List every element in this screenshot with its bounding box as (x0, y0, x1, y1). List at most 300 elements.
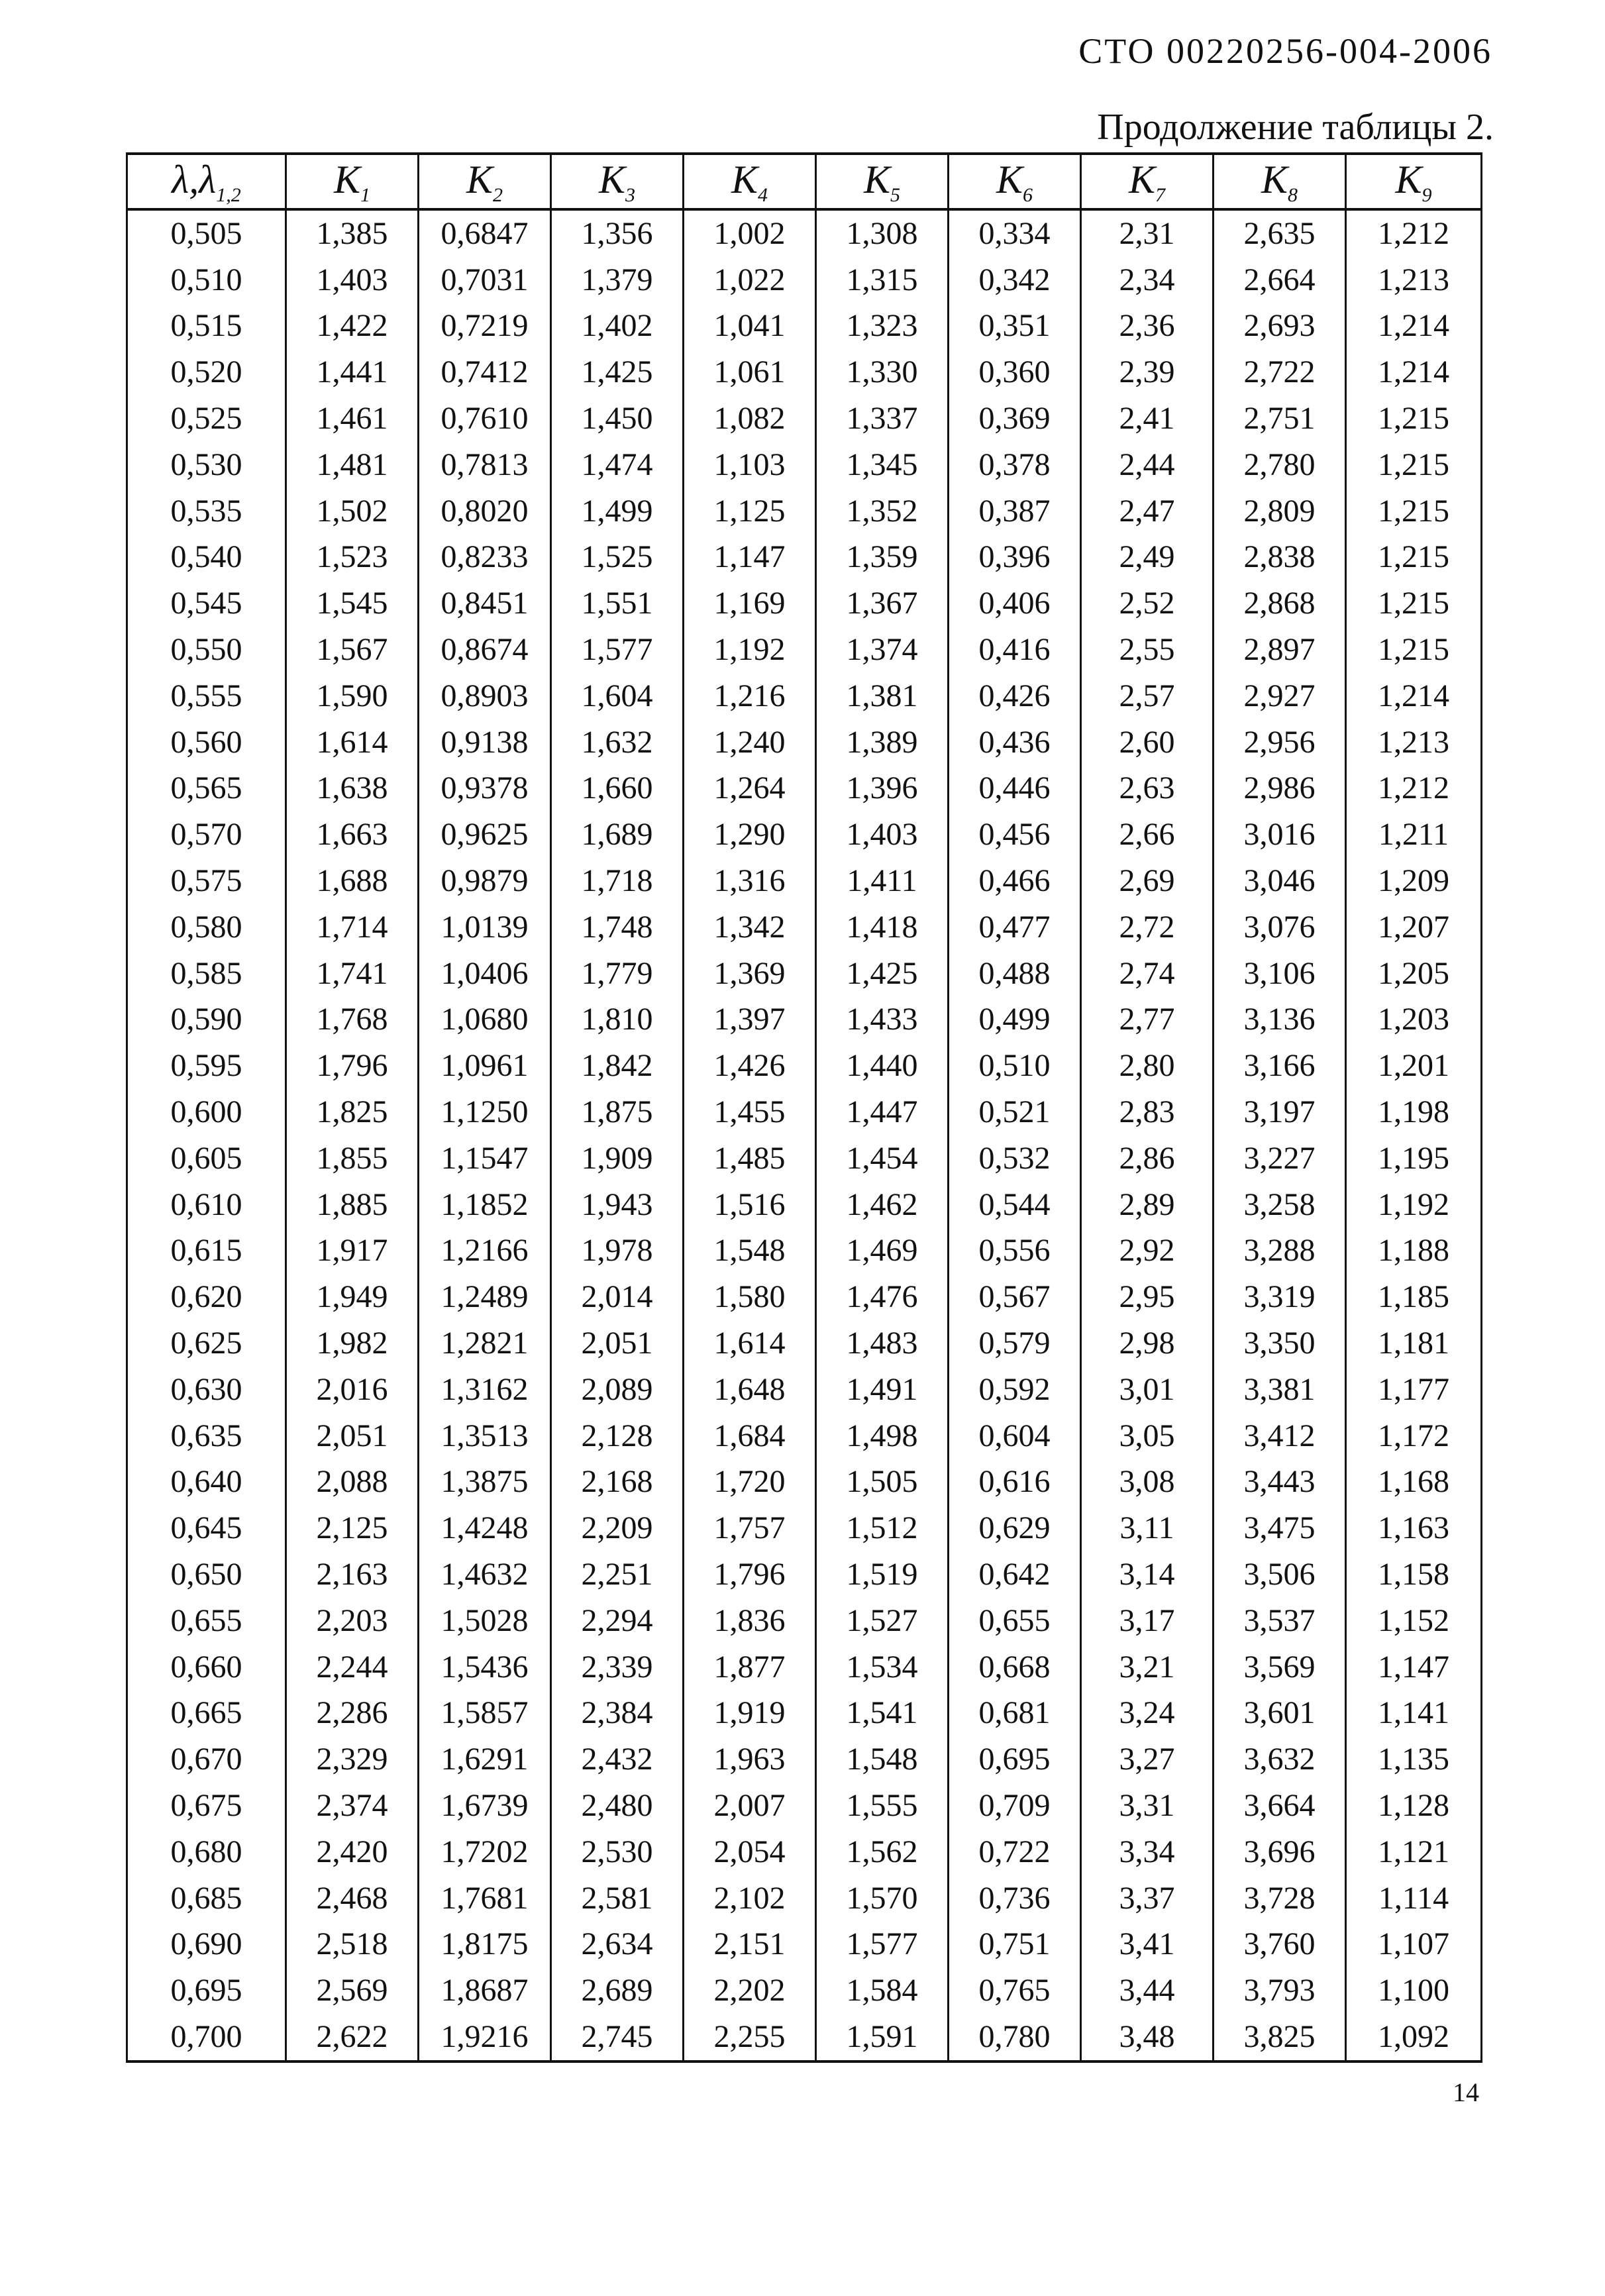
k6-cell: 0,629 (949, 1505, 1081, 1551)
k4-cell: 1,614 (684, 1320, 816, 1367)
k3-cell: 2,089 (551, 1367, 684, 1413)
k9-cell: 1,192 (1346, 1182, 1482, 1228)
k2-cell: 1,5028 (419, 1598, 551, 1644)
k8-cell: 3,016 (1214, 811, 1346, 858)
lambda-cell: 0,605 (127, 1135, 286, 1182)
k4-cell: 1,342 (684, 904, 816, 951)
k7-cell: 2,92 (1081, 1228, 1214, 1275)
table-row (127, 858, 1482, 904)
k8-cell: 3,227 (1214, 1135, 1346, 1182)
k5-cell: 1,359 (816, 535, 949, 581)
lambda-cell: 0,700 (127, 2014, 286, 2061)
k4-cell: 1,216 (684, 673, 816, 719)
lambda-cell: 0,665 (127, 1691, 286, 1737)
k5-cell: 1,512 (816, 1505, 949, 1551)
k2-cell: 1,0961 (419, 1043, 551, 1089)
k4-cell: 2,054 (684, 1829, 816, 1875)
lambda-cell: 0,630 (127, 1367, 286, 1413)
k6-cell: 0,446 (949, 766, 1081, 812)
k6-cell: 0,351 (949, 303, 1081, 350)
column-header-k4: $K_4$ (684, 154, 816, 209)
k2-cell: 1,7202 (419, 1829, 551, 1875)
table-row (127, 580, 1482, 627)
k3-cell: 2,209 (551, 1505, 684, 1551)
k1-cell: 1,614 (286, 719, 419, 766)
table-caption: Продолжение таблицы 2. (1097, 107, 1494, 148)
k2-cell: 0,8674 (419, 627, 551, 673)
lambda-cell: 0,540 (127, 535, 286, 581)
k6-cell: 0,499 (949, 997, 1081, 1043)
k4-cell: 1,041 (684, 303, 816, 350)
k4-cell: 1,397 (684, 997, 816, 1043)
k8-cell: 3,319 (1214, 1274, 1346, 1320)
k1-cell: 1,949 (286, 1274, 419, 1320)
k7-cell: 2,63 (1081, 766, 1214, 812)
k4-cell: 2,255 (684, 2014, 816, 2061)
k4-cell: 1,125 (684, 488, 816, 535)
k3-cell: 1,689 (551, 811, 684, 858)
k3-cell: 2,128 (551, 1413, 684, 1459)
k1-cell: 1,885 (286, 1182, 419, 1228)
k1-cell: 2,203 (286, 1598, 419, 1644)
k3-cell: 1,810 (551, 997, 684, 1043)
k6-cell: 0,406 (949, 580, 1081, 627)
k1-cell: 2,088 (286, 1459, 419, 1506)
lambda-cell: 0,590 (127, 997, 286, 1043)
k8-cell: 3,197 (1214, 1089, 1346, 1135)
k3-cell: 2,339 (551, 1644, 684, 1691)
table-row (127, 1691, 1482, 1737)
k3-cell: 1,577 (551, 627, 684, 673)
k2-cell: 0,7031 (419, 257, 551, 303)
k1-cell: 1,741 (286, 951, 419, 997)
k1-cell: 1,545 (286, 580, 419, 627)
k9-cell: 1,198 (1346, 1089, 1482, 1135)
k8-cell: 3,601 (1214, 1691, 1346, 1737)
table-row (127, 1043, 1482, 1089)
k2-cell: 0,6847 (419, 209, 551, 257)
k5-cell: 1,534 (816, 1644, 949, 1691)
k7-cell: 3,24 (1081, 1691, 1214, 1737)
k1-cell: 1,461 (286, 395, 419, 442)
k2-cell: 1,5436 (419, 1644, 551, 1691)
k6-cell: 0,604 (949, 1413, 1081, 1459)
k8-cell: 2,838 (1214, 535, 1346, 581)
lambda-cell: 0,585 (127, 951, 286, 997)
k1-cell: 1,638 (286, 766, 419, 812)
k6-cell: 0,532 (949, 1135, 1081, 1182)
k7-cell: 3,11 (1081, 1505, 1214, 1551)
k6-cell: 0,556 (949, 1228, 1081, 1275)
k9-cell: 1,209 (1346, 858, 1482, 904)
k2-cell: 1,0139 (419, 904, 551, 951)
k2-cell: 1,1250 (419, 1089, 551, 1135)
k7-cell: 2,86 (1081, 1135, 1214, 1182)
k4-cell: 1,548 (684, 1228, 816, 1275)
k9-cell: 1,215 (1346, 395, 1482, 442)
k9-cell: 1,141 (1346, 1691, 1482, 1737)
k5-cell: 1,584 (816, 1967, 949, 2014)
k4-cell: 1,485 (684, 1135, 816, 1182)
table-row (127, 1182, 1482, 1228)
k2-cell: 0,9879 (419, 858, 551, 904)
k8-cell: 3,381 (1214, 1367, 1346, 1413)
k4-cell: 1,877 (684, 1644, 816, 1691)
k5-cell: 1,345 (816, 442, 949, 488)
k1-cell: 2,622 (286, 2014, 419, 2061)
k7-cell: 3,34 (1081, 1829, 1214, 1875)
k1-cell: 1,385 (286, 209, 419, 257)
k3-cell: 1,875 (551, 1089, 684, 1135)
lambda-cell: 0,570 (127, 811, 286, 858)
table-row (127, 1320, 1482, 1367)
k3-cell: 1,551 (551, 580, 684, 627)
k6-cell: 0,387 (949, 488, 1081, 535)
k2-cell: 0,8233 (419, 535, 551, 581)
k8-cell: 3,350 (1214, 1320, 1346, 1367)
k3-cell: 2,581 (551, 1875, 684, 1922)
k1-cell: 1,855 (286, 1135, 419, 1182)
lambda-cell: 0,595 (127, 1043, 286, 1089)
k3-cell: 1,356 (551, 209, 684, 257)
k2-cell: 1,7681 (419, 1875, 551, 1922)
k7-cell: 3,37 (1081, 1875, 1214, 1922)
lambda-cell: 0,525 (127, 395, 286, 442)
k5-cell: 1,315 (816, 257, 949, 303)
lambda-cell: 0,690 (127, 1921, 286, 1967)
k2-cell: 0,8903 (419, 673, 551, 719)
k2-cell: 1,2821 (419, 1320, 551, 1367)
k9-cell: 1,158 (1346, 1551, 1482, 1598)
k1-cell: 2,163 (286, 1551, 419, 1598)
k8-cell: 2,927 (1214, 673, 1346, 719)
lambda-cell: 0,650 (127, 1551, 286, 1598)
k2-cell: 0,7219 (419, 303, 551, 350)
k3-cell: 2,432 (551, 1736, 684, 1783)
k9-cell: 1,121 (1346, 1829, 1482, 1875)
k5-cell: 1,591 (816, 2014, 949, 2061)
table-row (127, 488, 1482, 535)
k4-cell: 1,516 (684, 1182, 816, 1228)
k7-cell: 2,41 (1081, 395, 1214, 442)
k8-cell: 2,986 (1214, 766, 1346, 812)
k2-cell: 1,6739 (419, 1783, 551, 1829)
k2-cell: 0,7610 (419, 395, 551, 442)
lambda-cell: 0,520 (127, 349, 286, 395)
column-header-k3: $K_3$ (551, 154, 684, 209)
k1-cell: 1,403 (286, 257, 419, 303)
k4-cell: 1,082 (684, 395, 816, 442)
k2-cell: 1,3513 (419, 1413, 551, 1459)
k7-cell: 2,83 (1081, 1089, 1214, 1135)
k8-cell: 3,793 (1214, 1967, 1346, 2014)
k1-cell: 1,422 (286, 303, 419, 350)
k2-cell: 1,0406 (419, 951, 551, 997)
k7-cell: 2,60 (1081, 719, 1214, 766)
k2-cell: 1,2489 (419, 1274, 551, 1320)
k4-cell: 1,455 (684, 1089, 816, 1135)
table-row (127, 1921, 1482, 1967)
k9-cell: 1,215 (1346, 627, 1482, 673)
k9-cell: 1,205 (1346, 951, 1482, 997)
k8-cell: 3,412 (1214, 1413, 1346, 1459)
k7-cell: 2,66 (1081, 811, 1214, 858)
k4-cell: 1,264 (684, 766, 816, 812)
k8-cell: 2,722 (1214, 349, 1346, 395)
k7-cell: 2,80 (1081, 1043, 1214, 1089)
k6-cell: 0,780 (949, 2014, 1081, 2061)
k4-cell: 1,022 (684, 257, 816, 303)
k2-cell: 1,9216 (419, 2014, 551, 2061)
document-code: СТО 00220256-004-2006 (1078, 31, 1492, 71)
k5-cell: 1,476 (816, 1274, 949, 1320)
table-row (127, 349, 1482, 395)
column-header-k9: $K_9$ (1346, 154, 1482, 209)
k5-cell: 1,374 (816, 627, 949, 673)
table-row (127, 1459, 1482, 1506)
k4-cell: 2,202 (684, 1967, 816, 2014)
k3-cell: 1,525 (551, 535, 684, 581)
k5-cell: 1,527 (816, 1598, 949, 1644)
lambda-cell: 0,615 (127, 1228, 286, 1275)
k3-cell: 1,909 (551, 1135, 684, 1182)
k6-cell: 0,579 (949, 1320, 1081, 1367)
k4-cell: 1,240 (684, 719, 816, 766)
k7-cell: 3,14 (1081, 1551, 1214, 1598)
k5-cell: 1,548 (816, 1736, 949, 1783)
k2-cell: 1,0680 (419, 997, 551, 1043)
table-row (127, 1089, 1482, 1135)
k6-cell: 0,456 (949, 811, 1081, 858)
k1-cell: 2,016 (286, 1367, 419, 1413)
k9-cell: 1,214 (1346, 349, 1482, 395)
table-row (127, 673, 1482, 719)
k7-cell: 3,27 (1081, 1736, 1214, 1783)
table-row (127, 1736, 1482, 1783)
lambda-cell: 0,670 (127, 1736, 286, 1783)
k8-cell: 2,780 (1214, 442, 1346, 488)
k8-cell: 2,635 (1214, 209, 1346, 257)
k5-cell: 1,505 (816, 1459, 949, 1506)
table-row (127, 904, 1482, 951)
k9-cell: 1,172 (1346, 1413, 1482, 1459)
k5-cell: 1,425 (816, 951, 949, 997)
k6-cell: 0,436 (949, 719, 1081, 766)
k3-cell: 2,294 (551, 1598, 684, 1644)
k6-cell: 0,765 (949, 1967, 1081, 2014)
lambda-cell: 0,600 (127, 1089, 286, 1135)
k9-cell: 1,092 (1346, 2014, 1482, 2061)
k2-cell: 1,4248 (419, 1505, 551, 1551)
table-row (127, 2014, 1482, 2061)
table-row (127, 257, 1482, 303)
lambda-cell: 0,575 (127, 858, 286, 904)
table-row (127, 1783, 1482, 1829)
k5-cell: 1,469 (816, 1228, 949, 1275)
k5-cell: 1,440 (816, 1043, 949, 1089)
k9-cell: 1,211 (1346, 811, 1482, 858)
k4-cell: 1,963 (684, 1736, 816, 1783)
k4-cell: 1,757 (684, 1505, 816, 1551)
k8-cell: 2,664 (1214, 257, 1346, 303)
k9-cell: 1,188 (1346, 1228, 1482, 1275)
k5-cell: 1,462 (816, 1182, 949, 1228)
k3-cell: 2,634 (551, 1921, 684, 1967)
k7-cell: 2,69 (1081, 858, 1214, 904)
k3-cell: 2,745 (551, 2014, 684, 2061)
k7-cell: 2,57 (1081, 673, 1214, 719)
k5-cell: 1,323 (816, 303, 949, 350)
k8-cell: 2,809 (1214, 488, 1346, 535)
k7-cell: 2,89 (1081, 1182, 1214, 1228)
k7-cell: 3,48 (1081, 2014, 1214, 2061)
k2-cell: 1,8175 (419, 1921, 551, 1967)
k4-cell: 1,369 (684, 951, 816, 997)
k4-cell: 2,007 (684, 1783, 816, 1829)
k8-cell: 3,664 (1214, 1783, 1346, 1829)
k3-cell: 2,014 (551, 1274, 684, 1320)
k6-cell: 0,722 (949, 1829, 1081, 1875)
k3-cell: 1,450 (551, 395, 684, 442)
k9-cell: 1,201 (1346, 1043, 1482, 1089)
k3-cell: 1,842 (551, 1043, 684, 1089)
k5-cell: 1,389 (816, 719, 949, 766)
table-row (127, 997, 1482, 1043)
k3-cell: 1,474 (551, 442, 684, 488)
k3-cell: 2,251 (551, 1551, 684, 1598)
k5-cell: 1,483 (816, 1320, 949, 1367)
k8-cell: 3,046 (1214, 858, 1346, 904)
k2-cell: 1,2166 (419, 1228, 551, 1275)
lambda-cell: 0,535 (127, 488, 286, 535)
table-row (127, 1967, 1482, 2014)
table-row (127, 1274, 1482, 1320)
k7-cell: 2,98 (1081, 1320, 1214, 1367)
k1-cell: 2,420 (286, 1829, 419, 1875)
k9-cell: 1,203 (1346, 997, 1482, 1043)
k7-cell: 3,01 (1081, 1367, 1214, 1413)
k8-cell: 3,106 (1214, 951, 1346, 997)
k5-cell: 1,330 (816, 349, 949, 395)
k9-cell: 1,114 (1346, 1875, 1482, 1922)
k3-cell: 2,689 (551, 1967, 684, 2014)
k3-cell: 2,530 (551, 1829, 684, 1875)
table-row (127, 627, 1482, 673)
lambda-cell: 0,550 (127, 627, 286, 673)
table-row (127, 1367, 1482, 1413)
k4-cell: 1,796 (684, 1551, 816, 1598)
k7-cell: 3,44 (1081, 1967, 1214, 2014)
k9-cell: 1,213 (1346, 719, 1482, 766)
k9-cell: 1,152 (1346, 1598, 1482, 1644)
k6-cell: 0,416 (949, 627, 1081, 673)
k5-cell: 1,308 (816, 209, 949, 257)
k4-cell: 1,061 (684, 349, 816, 395)
k9-cell: 1,100 (1346, 1967, 1482, 2014)
k8-cell: 3,825 (1214, 2014, 1346, 2061)
k1-cell: 1,567 (286, 627, 419, 673)
k4-cell: 1,836 (684, 1598, 816, 1644)
k2-cell: 1,1852 (419, 1182, 551, 1228)
k2-cell: 1,4632 (419, 1551, 551, 1598)
k6-cell: 0,592 (949, 1367, 1081, 1413)
k7-cell: 2,55 (1081, 627, 1214, 673)
table-row (127, 811, 1482, 858)
k6-cell: 0,544 (949, 1182, 1081, 1228)
k9-cell: 1,215 (1346, 442, 1482, 488)
table-row (127, 535, 1482, 581)
k1-cell: 1,590 (286, 673, 419, 719)
k5-cell: 1,541 (816, 1691, 949, 1737)
k2-cell: 1,3875 (419, 1459, 551, 1506)
k4-cell: 1,684 (684, 1413, 816, 1459)
k9-cell: 1,215 (1346, 535, 1482, 581)
k7-cell: 2,34 (1081, 257, 1214, 303)
table-row (127, 951, 1482, 997)
k5-cell: 1,367 (816, 580, 949, 627)
k4-cell: 1,919 (684, 1691, 816, 1737)
k5-cell: 1,555 (816, 1783, 949, 1829)
k1-cell: 1,714 (286, 904, 419, 951)
lambda-cell: 0,625 (127, 1320, 286, 1367)
k5-cell: 1,411 (816, 858, 949, 904)
k5-cell: 1,577 (816, 1921, 949, 1967)
column-header-lambda: $\lambda,\lambda_{1,2}$ (127, 154, 286, 209)
k6-cell: 0,426 (949, 673, 1081, 719)
k8-cell: 3,728 (1214, 1875, 1346, 1922)
k5-cell: 1,337 (816, 395, 949, 442)
k8-cell: 3,166 (1214, 1043, 1346, 1089)
k2-cell: 0,9378 (419, 766, 551, 812)
k1-cell: 2,125 (286, 1505, 419, 1551)
k9-cell: 1,147 (1346, 1644, 1482, 1691)
k6-cell: 0,488 (949, 951, 1081, 997)
k3-cell: 1,499 (551, 488, 684, 535)
k1-cell: 2,329 (286, 1736, 419, 1783)
k6-cell: 0,521 (949, 1089, 1081, 1135)
k5-cell: 1,396 (816, 766, 949, 812)
k5-cell: 1,381 (816, 673, 949, 719)
k6-cell: 0,510 (949, 1043, 1081, 1089)
k1-cell: 1,917 (286, 1228, 419, 1275)
k1-cell: 2,518 (286, 1921, 419, 1967)
k5-cell: 1,447 (816, 1089, 949, 1135)
lambda-cell: 0,685 (127, 1875, 286, 1922)
lambda-cell: 0,555 (127, 673, 286, 719)
lambda-cell: 0,530 (127, 442, 286, 488)
lambda-cell: 0,675 (127, 1783, 286, 1829)
k2-cell: 0,9625 (419, 811, 551, 858)
k7-cell: 2,31 (1081, 209, 1214, 257)
k1-cell: 2,468 (286, 1875, 419, 1922)
k3-cell: 1,425 (551, 349, 684, 395)
k8-cell: 3,506 (1214, 1551, 1346, 1598)
k7-cell: 3,41 (1081, 1921, 1214, 1967)
k9-cell: 1,128 (1346, 1783, 1482, 1829)
k1-cell: 1,688 (286, 858, 419, 904)
k9-cell: 1,177 (1346, 1367, 1482, 1413)
table-row (127, 766, 1482, 812)
k1-cell: 1,768 (286, 997, 419, 1043)
lambda-cell: 0,680 (127, 1829, 286, 1875)
k4-cell: 1,192 (684, 627, 816, 673)
k9-cell: 1,195 (1346, 1135, 1482, 1182)
k8-cell: 3,475 (1214, 1505, 1346, 1551)
k2-cell: 0,7412 (419, 349, 551, 395)
k6-cell: 0,334 (949, 209, 1081, 257)
k6-cell: 0,369 (949, 395, 1081, 442)
k5-cell: 1,570 (816, 1875, 949, 1922)
